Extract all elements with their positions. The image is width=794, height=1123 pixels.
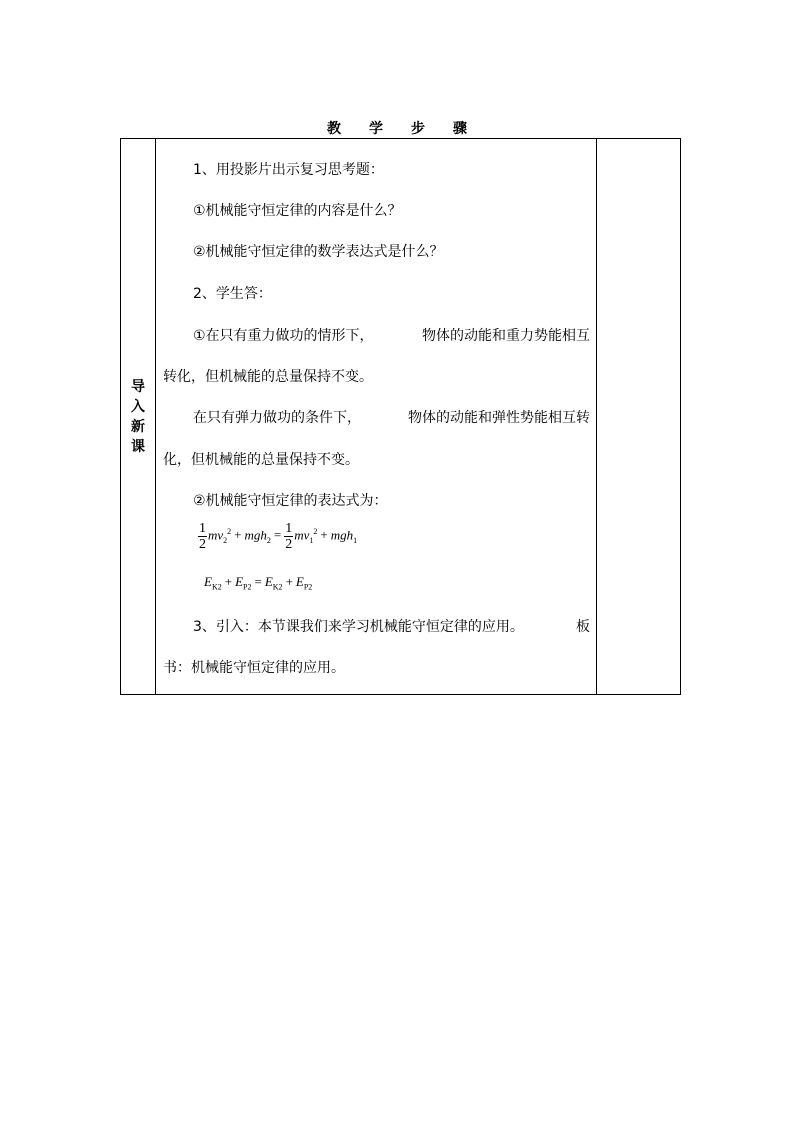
question-2: ②机械能守恒定律的数学表达式是什么？	[193, 244, 444, 260]
formula-energy-terms: $E_{K2} + E_{P2} = E_{K2} + E_{P2}$	[204, 574, 313, 592]
answer-2-line-2: 化，但机械能的总量保持不变。	[163, 452, 359, 468]
section-label-char: 导	[131, 378, 145, 395]
item-1: 1、用投影片出示复习思考题：	[193, 162, 384, 178]
answer-text: ①在只有重力做功的情形下，	[193, 328, 374, 344]
answer-text: 在只有弹力做功的条件下，	[193, 410, 361, 426]
answer-1-line-2: 转化，但机械能的总量保持不变。	[163, 369, 373, 385]
section-label-char: 课	[131, 438, 145, 455]
section-label-char: 新	[131, 418, 145, 435]
answer-2-line-1	[163, 408, 590, 428]
answer-text: 物体的动能和弹性势能相互转	[408, 410, 590, 426]
question-1: ①机械能守恒定律的内容是什么？	[193, 203, 402, 219]
page-title	[0, 118, 794, 138]
item-text: 板	[576, 619, 590, 635]
answer-1-line-1	[163, 326, 590, 346]
item-text: 3、引入：本节课我们来学习机械能守恒定律的应用。	[193, 619, 524, 635]
item-3-line-1	[163, 617, 590, 637]
answer-3: ②机械能守恒定律的表达式为：	[193, 493, 388, 509]
title-char: 教	[327, 121, 341, 137]
fraction: $\frac{1}{2}$	[199, 521, 206, 552]
title-char: 学	[369, 121, 383, 137]
title-char: 骤	[453, 121, 467, 137]
notes-cell	[597, 139, 680, 694]
formula-energy-conservation: $\frac{1}{2}$ $mv_2^2 + mgh_2$ = $\frac{1}{2}$ $mv_1^2 + mgh_1$	[199, 521, 358, 552]
item-2: 2、学生答：	[193, 286, 272, 302]
lesson-table	[120, 138, 681, 695]
section-label	[121, 139, 155, 694]
section-label-char: 入	[131, 398, 145, 415]
item-3-line-2: 书：机械能守恒定律的应用。	[163, 660, 345, 676]
content-cell	[156, 139, 596, 694]
answer-text: 物体的动能和重力势能相互	[422, 328, 590, 344]
fraction: $\frac{1}{2}$	[285, 521, 293, 552]
title-char: 步	[411, 121, 425, 137]
